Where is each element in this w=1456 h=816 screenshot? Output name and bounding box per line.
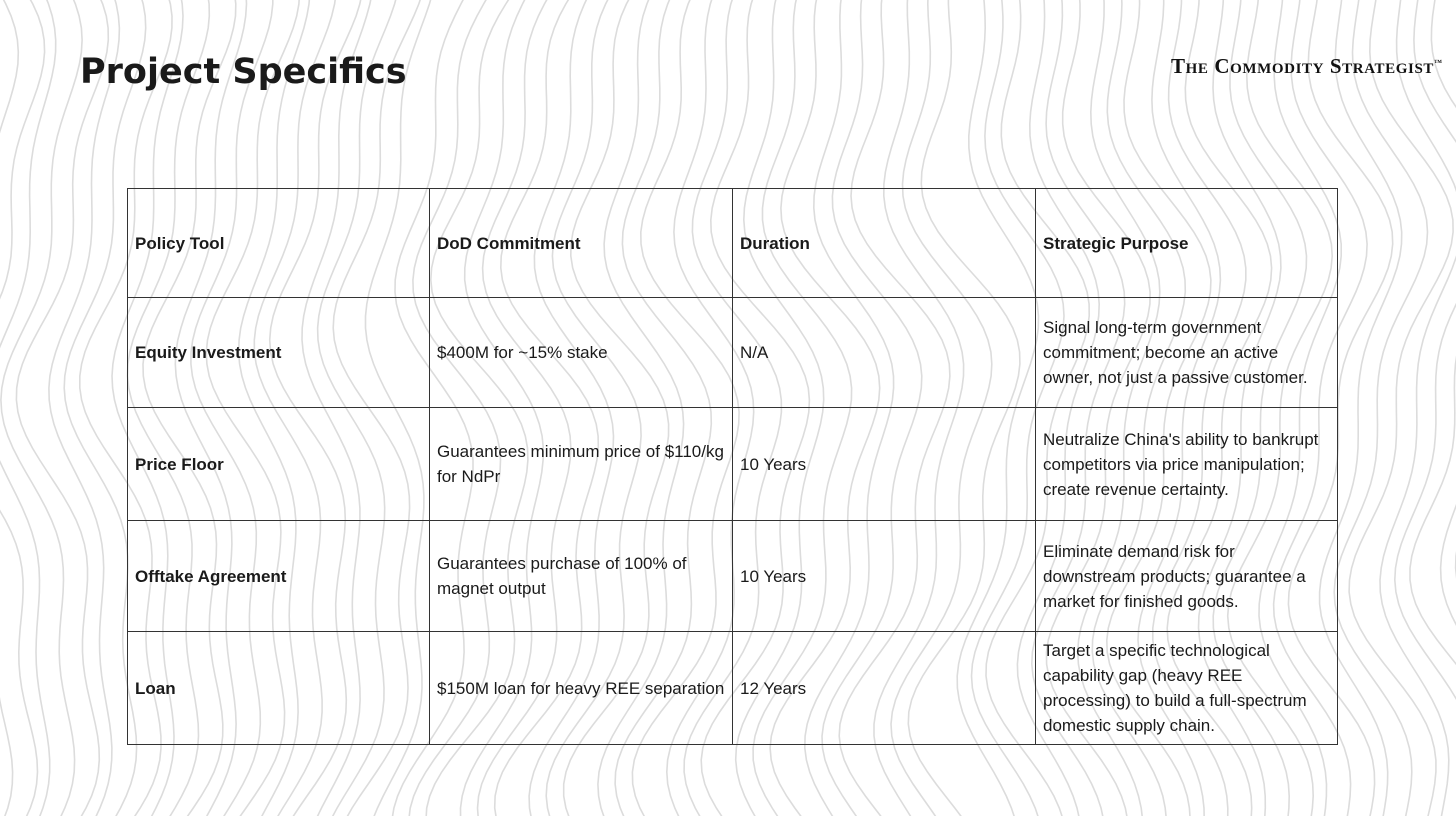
purpose-cell: Eliminate demand risk for downstream products; guarantee a market for finished goods. [1036,521,1338,632]
policy-tool-cell: Price Floor [128,408,430,521]
duration-cell: 10 Years [733,408,1036,521]
commitment-cell: $400M for ~15% stake [430,298,733,408]
table-row [128,521,1338,632]
duration-cell: N/A [733,298,1036,408]
table-row [128,632,1338,745]
column-header-duration: Duration [733,189,1036,298]
contour-line [1349,0,1453,816]
contour-line [0,0,18,816]
brand-logo [1171,54,1442,79]
column-header-dod-commitment: DoD Commitment [430,189,733,298]
duration-cell: 12 Years [733,632,1036,745]
trademark-mark: ™ [1434,58,1442,67]
page-title: Project Specifics [80,52,407,92]
column-header-strategic-purpose: Strategic Purpose [1036,189,1338,298]
table-header-row [128,189,1338,298]
commitment-cell: Guarantees purchase of 100% of magnet output [430,521,733,632]
policy-tools-table [127,188,1338,745]
policy-tool-cell: Offtake Agreement [128,521,430,632]
commitment-cell: Guarantees minimum price of $110/kg for NdPr [430,408,733,521]
column-header-policy-tool: Policy Tool [128,189,430,298]
contour-line [1334,0,1427,816]
contour-line [1380,0,1456,816]
contour-line [0,0,45,816]
purpose-cell: Target a specific technological capability gap (heavy REE processing) to build a full-spectrum domestic supply chain. [1036,632,1338,745]
contour-line [1395,0,1456,816]
contour-line [16,0,108,816]
policy-tool-cell: Loan [128,632,430,745]
duration-cell: 10 Years [733,521,1036,632]
contour-line [1,0,82,816]
table-row [128,298,1338,408]
purpose-cell: Signal long-term government commitment; become an active owner, not just a passive customer. [1036,298,1338,408]
commitment-cell: $150M loan for heavy REE separation [430,632,733,745]
brand-name: The Commodity Strategist [1171,54,1434,78]
policy-tool-cell: Equity Investment [128,298,430,408]
purpose-cell: Neutralize China's ability to bankrupt competitors via price manipulation; create revenue certainty. [1036,408,1338,521]
contour-line [0,0,56,816]
table-row [128,408,1338,521]
